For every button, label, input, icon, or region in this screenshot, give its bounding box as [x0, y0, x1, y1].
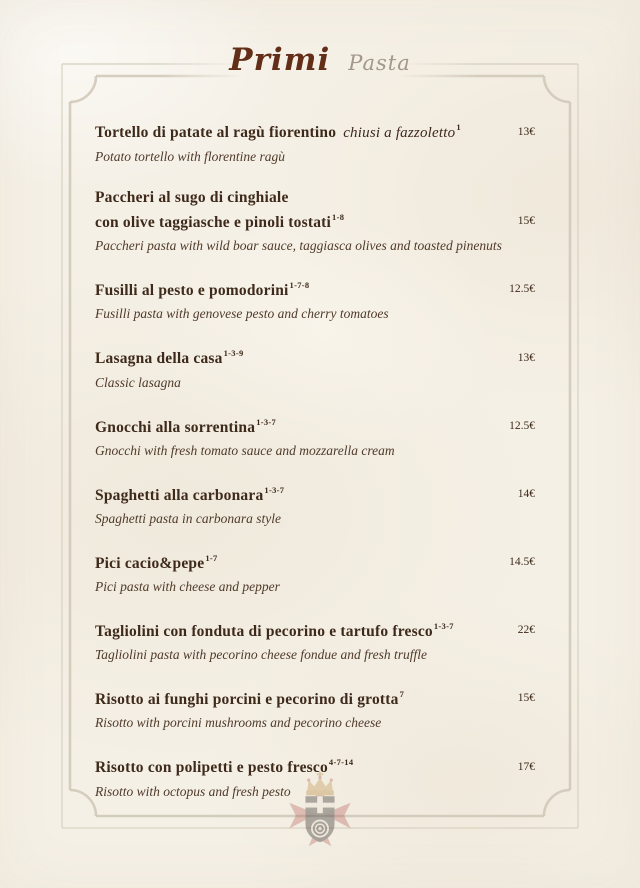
menu-item [95, 187, 535, 255]
section-header [0, 42, 640, 78]
item-name-line: Paccheri al sugo di cinghiale [95, 189, 289, 207]
item-name [95, 685, 506, 710]
allergen-superscript: 1-3-7 [264, 484, 285, 495]
item-name-row [95, 187, 535, 233]
item-name-row [95, 617, 535, 642]
item-description: Spaghetti pasta in carbonara style [95, 510, 281, 526]
item-name [95, 344, 506, 369]
item-name-row [95, 413, 535, 438]
item-price: 13€ [517, 351, 535, 364]
item-name [95, 549, 497, 574]
item-name [95, 413, 497, 438]
item-name-row [95, 118, 535, 144]
allergen-superscript: 1-3-9 [223, 348, 244, 359]
item-description: Classic lasagna [95, 374, 181, 390]
item-name-line: Tagliolini con fonduta di pecorino e tartufo fresco$^{1-3-7}$ [95, 621, 454, 641]
item-name-line: Tortello di patate al ragù fiorentino chiusi a fazzoletto$^1$ [95, 122, 461, 142]
item-name-line: con olive taggiasche e pinoli tostati$^{1-8}$ [95, 212, 345, 232]
item-name-line: Fusilli al pesto e pomodorini$^{1-7-8}$ [95, 280, 310, 300]
item-price: 12.5€ [509, 419, 535, 432]
heraldic-crest-icon [279, 772, 361, 856]
item-name-row [95, 344, 535, 369]
item-description: Risotto with porcini mushrooms and pecorino cheese [95, 715, 382, 731]
item-name-line: Risotto con polipetti e pesto fresco$^{4-7-14}$ [95, 757, 354, 777]
item-price: 14€ [517, 487, 535, 500]
item-name-line: Spaghetti alla carbonara$^{1-3-7}$ [95, 484, 285, 504]
item-price: 14.5€ [509, 556, 535, 569]
item-description: Gnocchi with fresh tomato sauce and mozzarella cream [95, 442, 395, 458]
allergen-superscript: 1-7 [205, 552, 218, 563]
item-name-row [95, 549, 535, 574]
item-description: Pici pasta with cheese and pepper [95, 579, 280, 595]
item-description: Fusilli pasta with genovese pesto and cherry tomatoes [95, 306, 389, 322]
allergen-superscript: 7 [399, 689, 405, 700]
allergen-superscript: 1-7-8 [289, 280, 310, 291]
allergen-superscript: 4-7-14 [328, 757, 354, 768]
item-price: 12.5€ [509, 283, 535, 296]
item-name-line: Pici cacio&pepe$^{1-7}$ [95, 552, 218, 573]
menu-item [95, 617, 535, 664]
item-price: 13€ [517, 126, 535, 139]
section-subtitle: Pasta [348, 51, 411, 75]
item-price: 15€ [517, 692, 535, 705]
menu-item [95, 413, 535, 460]
item-price: 15€ [517, 215, 535, 228]
item-name [95, 481, 506, 506]
item-name [95, 276, 497, 301]
item-name-row [95, 685, 535, 710]
item-description: Paccheri pasta with wild boar sauce, taggiasca olives and toasted pinenuts [95, 238, 502, 254]
item-name-italic-note: chiusi a fazzoletto [343, 125, 456, 142]
item-name-row [95, 481, 535, 506]
item-name-row [95, 276, 535, 301]
menu-items [95, 118, 535, 822]
item-description: Potato tortello with florentine ragù [95, 149, 285, 165]
item-description: Risotto with octopus and fresh pesto [95, 783, 291, 799]
item-name [95, 187, 506, 233]
menu-item [95, 549, 535, 596]
menu-item [95, 481, 535, 528]
item-name-line: Gnocchi alla sorrentina$^{1-3-7}$ [95, 416, 277, 436]
menu-item [95, 685, 535, 732]
allergen-superscript: 1-3-7 [256, 416, 277, 427]
allergen-superscript: 1-8 [332, 212, 345, 223]
section-title: Primi [229, 42, 331, 78]
item-price: 22€ [517, 624, 535, 637]
menu-item [95, 276, 535, 323]
allergen-superscript: 1-3-7 [433, 621, 454, 632]
menu-item [95, 118, 535, 166]
item-price: 17€ [517, 760, 535, 773]
item-name [95, 617, 506, 642]
item-name-line: Risotto ai funghi porcini e pecorino di grotta$^7$ [95, 689, 405, 709]
menu-item [95, 344, 535, 391]
item-name [95, 118, 506, 144]
item-description: Tagliolini pasta with pecorino cheese fondue and fresh truffle [95, 647, 427, 663]
item-name-line: Lasagna della casa$^{1-3-9}$ [95, 348, 244, 368]
allergen-superscript: 1 [456, 122, 461, 132]
